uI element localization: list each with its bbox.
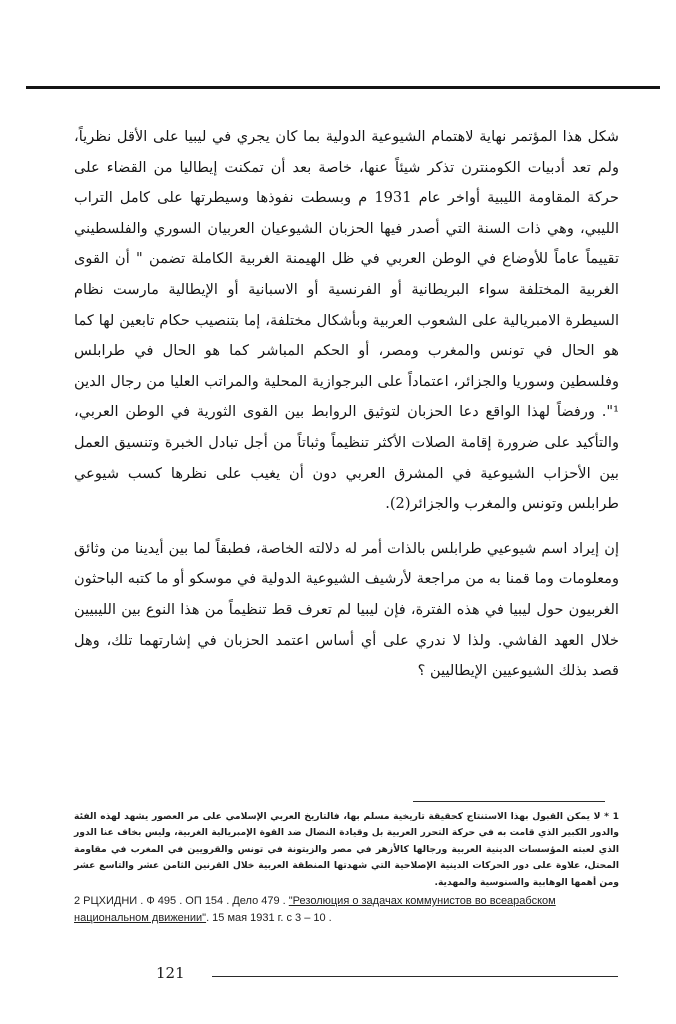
page-footer (110, 960, 630, 990)
page-number: 121 (156, 964, 185, 982)
paragraph-1 (74, 122, 619, 520)
header-rule (26, 86, 660, 89)
footnote-1: 1 * لا يمكن القبول بهذا الاستنتاج كحقيقة تاريخية مسلم بها، فالتاريخ العربي الإسلامي على مر العصور يشهد لهذه الفئة والدور الكبير الذي قامت به في حركة التحرر العربية بل وقيادة النضال ضد القوة الإمبريالية الغربية، وليس بخاف عنا الدور الذي لعبته المؤسسات الدينية العربية ورجالها كالأزهر في مصر والزيتونة في تونس والقرويين في المغرب في مقاومة المحتل، علاوة على دور الحركات الدينية الإصلاحية التي شهدتها المنطقة العربية خلال القرنين الثامن عشر والتاسع عشر ومن أهمها الوهابية والسنوسية والمهدية. (74, 811, 619, 888)
paragraph-2-text: إن إيراد اسم شيوعيي طرابلس بالذات أمر له دلالته الخاصة، فطبقاً لما بين أيدينا من وثائق ومعلومات وما قمنا به من مراجعة لأرشيف الشيوعية الدولية في موسكو أو ما كتبه الباحثون الغربيون حول ليبيا في هذه الفترة، فإن ليبيا لم تعرف قط تنظيماً من هذا النوع بين الليبيين خلال العهد الفاشي. ولذا لا ندري على أي أساس اعتمد الحزبان في إشارتهما تلك، وهل قصد بذلك الشيوعيين الإيطاليين ؟ (74, 539, 619, 680)
footnote-2-date-pages: . 15 мая 1931 г. с 3 – 10 . (206, 912, 332, 924)
footnote-rule (413, 801, 605, 802)
paragraph-1-text: شكل هذا المؤتمر نهاية لاهتمام الشيوعية الدولية بما كان يجري في ليبيا على الأقل نظرياً، ولم تعد أدبيات الكومنترن تذكر شيئاً عنها، خاصة بعد أن تمكنت إيطاليا من القضاء على حركة المقاومة الليبية أواخر عام 1931 م وبسطت نفوذها وسيطرتها على كامل التراب الليبي، وهي ذات السنة التي أصدر فيها الحزبان الشيوعيان العربيان السوري والفلسطيني تقييماً عاماً للأوضاع في الوطن العربي في ظل الهيمنة الغربية الكاملة تضمن " أن القوى الغربية المختلفة سواء البريطانية أو الفرنسية أو الاسبانية أو الإيطالية مارست نظام السيطرة الامبريالية على الشعوب العربية وبأشكال مختلفة، إما بتنصيب حكام تابعين لها كما هو الحال في تونس والمغرب ومصر، أو الحكم المباشر كما هو الحال في طرابلس وفلسطين وسوريا والجزائر، اعتماداً على البرجوازية المحلية والمراتب العليا من رجال الدين ¹". ورفضاً لهذا الواقع دعا الحزبان لتوثيق الروابط بين القوى الثورية في الوطن العربي، والتأكيد على ضرورة إقامة الصلات الأكثر تنظيماً وثباتاً من أجل تبادل الخبرة وتنسيق العمل بين الأحزاب الشيوعية في المشرق العربي دون أن يغيب على نظرها كسب شيوعي طرابلس وتونس والمغرب والجزائر(2). (74, 128, 619, 513)
paragraph-2 (74, 534, 619, 687)
body-text (74, 122, 619, 687)
footnote-2 (74, 893, 619, 927)
footer-rule (212, 976, 618, 977)
footnote-2-archive-ref: 2 РЦХИДНИ . Ф 495 . ОП 154 . Дело 479 . (74, 895, 289, 907)
footnote-2-document-title: "Резолюция о задачах коммунистов во всеарабском национальном движении" (74, 895, 556, 924)
